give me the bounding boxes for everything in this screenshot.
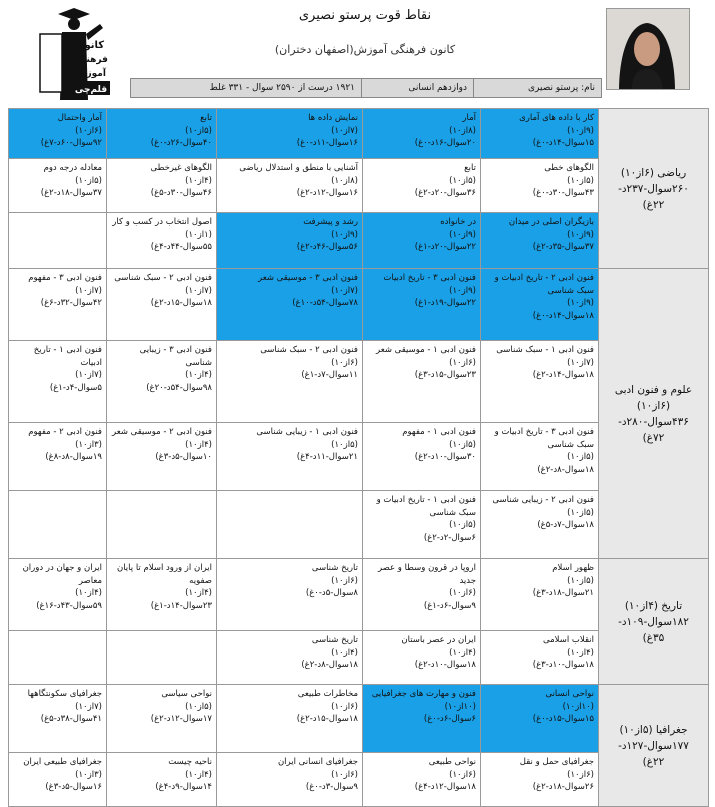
topic-counts: ۱۸سوال-۸د-۲غ) [537, 464, 594, 475]
topic-score: (۴از۱۰) [185, 370, 212, 380]
topic-cell [363, 685, 481, 753]
topic-cell [217, 631, 363, 685]
topic-title: تابع [464, 163, 476, 173]
topic-score: (۵از۱۰) [567, 575, 594, 586]
report-header [0, 0, 715, 104]
overall-score: ۱۹۲۱ درست از ۲۵۹۰ سوال - ۳۳۱ غلط [209, 83, 355, 93]
topic-cell [481, 631, 599, 685]
page-title: نقاط قوت پرستو نصیری [298, 8, 432, 23]
topic-cell [363, 269, 481, 341]
topic-score: (۴از۱۰) [185, 588, 212, 598]
topic-counts: ۲۳سوال-۱۴د-۱غ) [150, 600, 212, 611]
topic-score: (۶از۱۰) [331, 701, 358, 712]
subject-line2: (۶از۱۰) [636, 399, 671, 412]
topic-score: (۹از۱۰) [449, 229, 476, 240]
topic-title: تابع [200, 113, 212, 123]
topic-title: فنون ادبی ۱ - تاریخ ادبیات و سبک شناسی [376, 495, 476, 518]
topic-title: ایران در عصر باستان [401, 635, 476, 645]
topic-counts: ۴۲سوال-۳۲د-۶غ) [40, 298, 102, 308]
empty-cell [217, 491, 363, 559]
topic-score: (۶از۱۰) [449, 769, 476, 780]
topic-cell [107, 685, 217, 753]
topic-counts: ۱۱سوال-۷د-۱غ) [301, 370, 358, 380]
topic-title: فنون ادبی ۲ - سبک شناسی [114, 273, 212, 283]
topic-cell [9, 269, 107, 341]
topic-title: فنون ادبی ۱ - موسیقی شعر [376, 345, 476, 355]
topic-cell [481, 269, 599, 341]
topic-score: (۹از۱۰) [331, 229, 358, 240]
topic-score: (۱از۱۰) [185, 229, 212, 240]
topic-cell [363, 631, 481, 685]
topic-title: تاریخ شناسی [311, 563, 358, 573]
empty-cell [9, 631, 107, 685]
topic-title: جغرافیای حمل و نقل [519, 757, 594, 767]
topic-score: (۵از۱۰) [449, 439, 476, 450]
subject-cell [599, 269, 709, 559]
topic-counts: ۱۸سوال-۱۲د-۴غ) [414, 782, 476, 792]
subject-line3: ۴۳۶سوال-۲۸۰د- [618, 415, 689, 428]
topic-score: (۶از۱۰) [75, 125, 102, 136]
topic-counts: ۱۷سوال-۱۲د-۲غ) [150, 714, 212, 724]
topic-score: (۶از۱۰) [331, 575, 358, 586]
topic-cell [107, 269, 217, 341]
topic-score: (۴از۱۰) [185, 439, 212, 450]
topic-counts: ۱۴سوال-۹د-۴غ) [155, 782, 212, 792]
topic-title: فنون ادبی ۱ - زیبایی شناسی [256, 427, 358, 437]
empty-cell [107, 631, 217, 685]
topic-score: (۴از۱۰) [185, 175, 212, 186]
topic-cell [217, 341, 363, 423]
topic-counts: ۲۱سوال-۱۸د-۳غ) [532, 588, 594, 598]
topic-cell [217, 159, 363, 213]
topic-title: نواحی طبیعی [428, 757, 476, 767]
topic-counts: ۲۶سوال-۱۸د-۲غ) [532, 782, 594, 792]
subject-line3: ۲۲غ) [642, 198, 665, 211]
topic-score: (۹از۱۰) [567, 298, 594, 308]
topic-title: ایران از ورود اسلام تا پایان صفویه [116, 563, 212, 586]
topic-counts: ۹سوال-۳د-۰غ) [305, 782, 358, 792]
topic-counts: ۳۶سوال-۲۰د-۲غ) [414, 188, 476, 198]
topic-title: فنون ادبی ۳ - تاریخ ادبیات و سبک شناسی [494, 427, 594, 450]
topic-score: (۵از۱۰) [567, 175, 594, 186]
topic-title: جغرافیای انسانی ایران [277, 757, 358, 767]
topic-cell [363, 423, 481, 491]
topic-title: فنون ادبی ۲ - زیبایی شناسی [492, 495, 594, 505]
topic-cell [481, 109, 599, 159]
topic-score: (۶از۱۰) [449, 357, 476, 368]
topic-score: (۷از۱۰) [75, 370, 102, 380]
topic-cell [9, 423, 107, 491]
topic-score: (۵از۱۰) [185, 701, 212, 712]
topic-score: (۴از۱۰) [185, 769, 212, 780]
topic-cell [481, 559, 599, 631]
topic-score: (۷از۱۰) [185, 285, 212, 296]
topic-score: (۴از۱۰) [567, 647, 594, 658]
topic-cell [217, 423, 363, 491]
topic-title: فنون و مهارت های جغرافیایی [371, 689, 476, 699]
topic-score: (۳از۱۰) [75, 769, 102, 780]
topic-counts: ۶سوال-۲د-۲غ) [423, 532, 476, 543]
logo-text-3: آموزش [74, 69, 106, 79]
topic-title: فنون ادبی ۲ - سبک شناسی [260, 345, 358, 355]
topic-title: فنون ادبی ۲ - تاریخ ادبیات و سبک شناسی [494, 273, 594, 296]
topic-cell [481, 753, 599, 807]
subject-line3: ۳۵غ) [642, 631, 665, 644]
topic-cell [9, 559, 107, 631]
topic-counts: ۷۸سوال-۵۴د-۱۰غ) [292, 298, 358, 308]
topic-counts: ۱۸سوال-۱۰د-۲غ) [414, 660, 476, 670]
topic-title: الگوهای غیرخطی [150, 163, 212, 173]
subject-title: جغرافیا (۵از۱۰) [619, 723, 688, 736]
topic-score: (۵از۱۰) [567, 507, 594, 518]
topic-title: رشد و پیشرفت [303, 217, 358, 227]
topic-counts: ۵۵سوال-۴۴د-۴غ) [150, 242, 212, 252]
topic-cell [363, 109, 481, 159]
topic-score: (۷از۱۰) [75, 701, 102, 712]
topic-counts: ۴۳سوال-۳۰د-۰غ) [532, 188, 594, 198]
topic-score: (۷از۱۰) [567, 357, 594, 368]
table-row [9, 685, 709, 753]
topic-title: فنون ادبی ۳ - موسیقی شعر [258, 273, 358, 283]
topic-score: (۶از۱۰) [331, 357, 358, 368]
student-name: نام: پرستو نصیری [473, 79, 601, 97]
topic-score: (۶از۱۰) [567, 769, 594, 780]
topic-cell [217, 269, 363, 341]
topic-counts: ۴۱سوال-۳۸د-۵غ) [40, 714, 102, 724]
subject-line2: ۱۷۷سوال-۱۲۷د- [618, 739, 689, 752]
topic-title: جغرافیای سکونتگاهها [27, 689, 102, 699]
topic-cell [363, 341, 481, 423]
topic-title: فنون ادبی ۳ - زیبایی شناسی [139, 345, 212, 368]
topic-title: بازیگران اصلی در میدان [508, 217, 594, 227]
strengths-table [8, 108, 709, 807]
topic-score: (۹از۱۰) [449, 285, 476, 296]
student-avatar-icon [606, 9, 689, 90]
empty-cell [107, 491, 217, 559]
topic-title: آشنایی با منطق و استدلال ریاضی [239, 163, 358, 173]
topic-score: (۵از۱۰) [331, 439, 358, 450]
table-row [9, 109, 709, 159]
table-row [9, 269, 709, 341]
topic-title: ناحیه چیست [168, 757, 212, 767]
topic-title: فنون ادبی ۳ - تاریخ ادبیات [383, 273, 476, 283]
topic-cell [107, 159, 217, 213]
topic-counts: ۱۸سوال-۱۵د-۲غ) [150, 298, 212, 308]
topic-score: (۷از۱۰) [75, 285, 102, 296]
topic-counts: ۳۷سوال-۱۸د-۲غ) [40, 188, 102, 198]
topic-score: (۵از۱۰) [449, 520, 476, 530]
topic-score: (۱۰از۱۰) [444, 701, 476, 712]
topic-score: (۸از۱۰) [449, 125, 476, 136]
topic-score: (۸از۱۰) [331, 175, 358, 186]
subject-line3: ۲۲غ) [642, 755, 665, 768]
topic-title: فنون ادبی ۱ - تاریخ ادبیات [33, 345, 102, 368]
topic-counts: ۱۸سوال-۱۴د-۲غ) [532, 370, 594, 380]
topic-title: کار با داده های آماری [519, 113, 594, 123]
topic-cell [363, 491, 481, 559]
topic-counts: ۶سوال-۶د-۰غ) [423, 714, 476, 724]
topic-title: جغرافیای طبیعی ایران [23, 757, 102, 767]
topic-counts: ۲۲سوال-۱۹د-۱غ) [414, 298, 476, 308]
topic-cell [217, 753, 363, 807]
table-row [9, 559, 709, 631]
topic-cell [107, 341, 217, 423]
topic-counts: ۳۰سوال-۱۰د-۲غ) [414, 452, 476, 462]
student-grade: دوازدهم انسانی [361, 79, 473, 97]
topic-counts: ۱۰سوال-۵د-۳غ) [155, 452, 212, 462]
topic-score: (۹از۱۰) [567, 229, 594, 240]
topic-score: (۹از۱۰) [567, 125, 594, 136]
topic-cell [107, 109, 217, 159]
kanoon-logo [28, 4, 118, 100]
topic-title: معادله درجه دوم [43, 163, 102, 173]
topic-counts: ۱۸سوال-۱۰د-۳غ) [532, 660, 594, 670]
logo-text-4: قلم‌چی [74, 85, 108, 95]
topic-cell [481, 341, 599, 423]
topic-counts: ۵۶سوال-۴۶د-۲غ) [296, 242, 358, 252]
topic-title: فنون ادبی ۲ - موسیقی شعر [112, 427, 212, 437]
topic-cell [9, 159, 107, 213]
topic-cell [363, 753, 481, 807]
topic-score: (۷از۱۰) [331, 125, 358, 136]
topic-counts: ۱۵سوال-۱۴د-۰غ) [532, 138, 594, 148]
topic-counts: ۲۱سوال-۱۱د-۴غ) [296, 452, 358, 462]
topic-cell [107, 753, 217, 807]
topic-counts: ۱۸سوال-۸د-۲غ) [301, 660, 358, 670]
topic-title: فنون ادبی ۲ - مفهوم [28, 427, 102, 437]
topic-counts: ۲۰سوال-۱۶د-۰غ) [414, 138, 476, 148]
subject-line4: ۷۲غ) [642, 431, 665, 444]
topic-score: (۴از۱۰) [75, 588, 102, 598]
topic-cell [481, 159, 599, 213]
topic-counts: ۱۵سوال-۱۵د-۰غ) [532, 714, 594, 724]
topic-cell [363, 559, 481, 631]
topic-score: (۵از۱۰) [449, 175, 476, 186]
topic-counts: ۵سوال-۴د-۱غ) [49, 382, 102, 393]
topic-counts: ۴۶سوال-۳۰د-۵غ) [150, 188, 212, 198]
topic-score: (۷از۱۰) [331, 285, 358, 296]
student-info-bar [130, 78, 602, 98]
topic-score: (۴از۱۰) [331, 647, 358, 658]
topic-title: الگوهای خطی [544, 163, 594, 173]
topic-title: تاریخ شناسی [311, 635, 358, 645]
subject-line2: ۱۸۲سوال-۱۰۹د- [618, 615, 689, 628]
topic-title: فنون ادبی ۱ - سبک شناسی [496, 345, 594, 355]
topic-counts: ۹۸سوال-۵۴د-۲۰غ) [146, 382, 212, 393]
topic-counts: ۱۸سوال-۷د-۵غ) [537, 520, 594, 530]
topic-score: (۶از۱۰) [449, 588, 476, 598]
topic-title: آمار واحتمال [57, 113, 102, 123]
topic-counts: ۲۲سوال-۲۰د-۱غ) [414, 242, 476, 252]
topic-counts: ۹۲سوال-۶۰د-۷غ) [40, 138, 102, 148]
topic-cell [9, 341, 107, 423]
logo-text-2: فرهنگی [72, 55, 108, 65]
subject-title: ریاضی (۶از۱۰) [620, 166, 687, 179]
topic-score: (۱۰از۱۰) [562, 701, 594, 712]
topic-counts: ۱۶سوال-۱۱د-۰غ) [296, 138, 358, 148]
topic-counts: ۳۷سوال-۳۵د-۲غ) [532, 242, 594, 252]
student-photo [606, 8, 690, 90]
topic-title: آمار [462, 113, 476, 123]
topic-cell [363, 159, 481, 213]
topic-counts: ۱۸سوال-۱۴د-۰غ) [532, 310, 594, 321]
topic-cell [217, 559, 363, 631]
topic-cell [217, 685, 363, 753]
topic-title: اصول انتخاب در کسب و کار [112, 217, 212, 227]
topic-cell [481, 423, 599, 491]
topic-cell [9, 109, 107, 159]
subject-cell [599, 559, 709, 685]
topic-score: (۵از۱۰) [567, 452, 594, 462]
topic-counts: ۱۶سوال-۵د-۳غ) [45, 782, 102, 792]
subject-title: علوم و فنون ادبی [614, 383, 693, 396]
topic-score: (۵از۱۰) [75, 175, 102, 186]
topic-cell [217, 109, 363, 159]
topic-title: فنون ادبی ۳ - مفهوم [28, 273, 102, 283]
topic-counts: ۴۰سوال-۲۶د-۰غ) [150, 138, 212, 148]
topic-counts: ۱۸سوال-۱۵د-۲غ) [296, 714, 358, 724]
subject-cell [599, 685, 709, 807]
topic-counts: ۱۶سوال-۱۲د-۲غ) [296, 188, 358, 198]
subject-title: تاریخ (۴از۱۰) [624, 599, 683, 612]
topic-title: مخاطرات طبیعی [297, 689, 358, 699]
topic-counts: ۱۹سوال-۸د-۸غ) [45, 452, 102, 462]
topic-title: نواحی انسانی [545, 689, 594, 699]
subject-cell [599, 109, 709, 269]
logo-text-1: کانون [75, 40, 105, 51]
topic-cell [107, 559, 217, 631]
topic-cell [481, 685, 599, 753]
topic-title: ایران و جهان در دوران معاصر [22, 563, 102, 586]
topic-cell [363, 213, 481, 269]
topic-score: (۶از۱۰) [331, 769, 358, 780]
topic-title: انقلاب اسلامی [543, 635, 594, 645]
topic-counts: ۸سوال-۵د-۰غ) [305, 588, 358, 598]
topic-cell [9, 753, 107, 807]
topic-score: (۴از۱۰) [449, 647, 476, 658]
topic-score: (۵از۱۰) [185, 125, 212, 136]
topic-counts: ۹سوال-۶د-۱غ) [423, 600, 476, 611]
topic-cell [107, 213, 217, 269]
topic-cell [9, 685, 107, 753]
topic-score: (۳از۱۰) [75, 439, 102, 450]
empty-cell [9, 491, 107, 559]
topic-title: نمایش داده ها [308, 113, 358, 123]
topic-title: ظهور اسلام [552, 563, 594, 573]
topic-title: در خانواده [440, 217, 476, 227]
topic-cell [107, 423, 217, 491]
topic-cell [481, 491, 599, 559]
topic-title: نواحی سیاسی [161, 689, 212, 699]
topic-title: فنون ادبی ۱ - مفهوم [402, 427, 476, 437]
page-subtitle: کانون فرهنگی آموزش(اصفهان دختران) [274, 43, 456, 56]
subject-line2: ۲۶۰سوال-۲۳۷د- [618, 182, 689, 195]
topic-title: اروپا در قرون وسطا و عصر جدید [377, 563, 476, 586]
topic-cell [217, 213, 363, 269]
empty-cell [9, 213, 107, 269]
topic-counts: ۵۹سوال-۴۳د-۱۶غ) [36, 600, 102, 611]
topic-counts: ۲۳سوال-۱۵د-۳غ) [414, 370, 476, 380]
topic-cell [481, 213, 599, 269]
